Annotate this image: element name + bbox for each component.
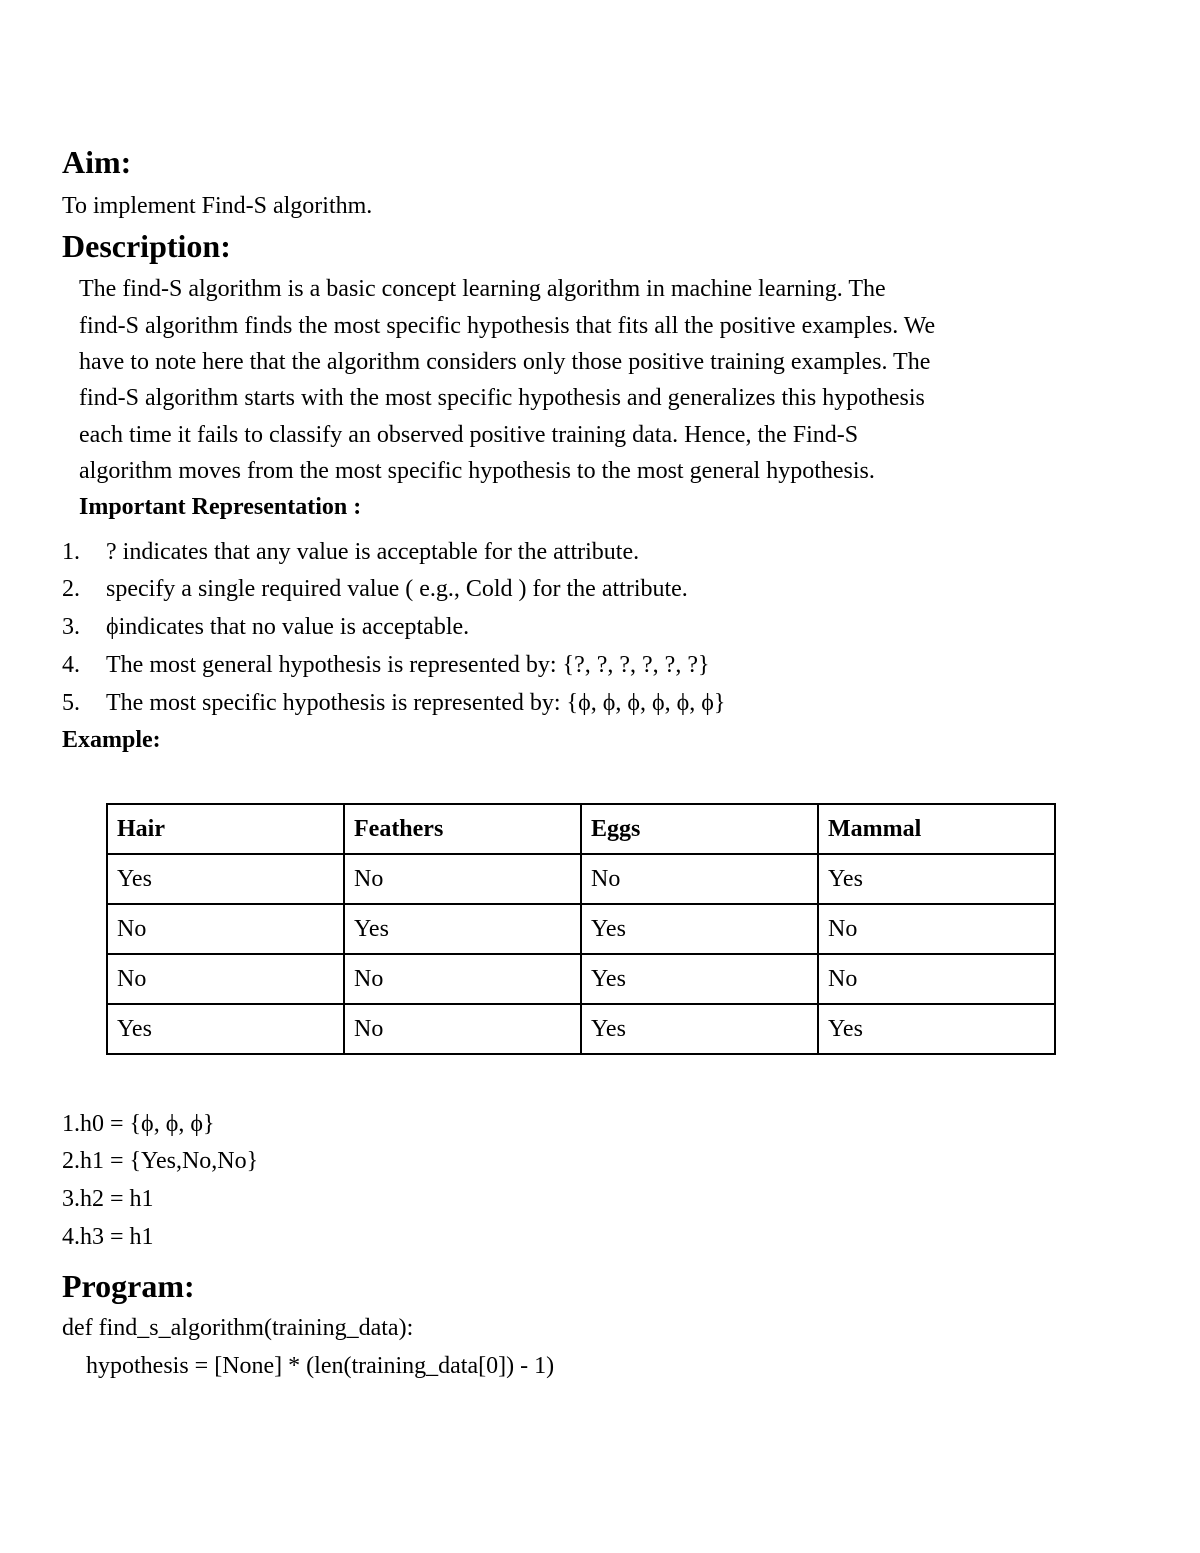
list-item-text: specify a single required value ( e.g., Cold ) for the attribute. bbox=[106, 576, 688, 602]
example-label: Example: bbox=[62, 727, 161, 753]
description-line-3: have to note here that the algorithm considers only those positive training examples. The bbox=[79, 349, 931, 375]
list-item-number: 4. bbox=[62, 652, 80, 678]
table-header-mammal: Mammal bbox=[818, 804, 1055, 854]
description-heading: Description: bbox=[62, 228, 231, 264]
example-table bbox=[106, 803, 1056, 1055]
table-row bbox=[107, 904, 1055, 954]
list-item-number: 1. bbox=[62, 539, 80, 565]
table-row bbox=[107, 1004, 1055, 1054]
table-header-hair: Hair bbox=[107, 804, 344, 854]
table-cell: No bbox=[107, 954, 344, 1004]
hypothesis-step-4: 4.h3 = h1 bbox=[62, 1224, 154, 1250]
description-line-1: The find-S algorithm is a basic concept learning algorithm in machine learning. The bbox=[79, 276, 886, 302]
table-cell: No bbox=[581, 854, 818, 904]
table-cell: Yes bbox=[107, 854, 344, 904]
table-header-eggs: Eggs bbox=[581, 804, 818, 854]
table-cell: No bbox=[344, 1004, 581, 1054]
program-heading: Program: bbox=[62, 1268, 195, 1304]
aim-text: To implement Find-S algorithm. bbox=[62, 193, 373, 219]
description-line-4: find-S algorithm starts with the most specific hypothesis and generalizes this hypothesis bbox=[79, 385, 925, 411]
description-line-5: each time it fails to classify an observed positive training data. Hence, the Find-S bbox=[79, 422, 859, 448]
list-item-text: ϕindicates that no value is acceptable. bbox=[106, 614, 470, 640]
important-representation-heading: Important Representation : bbox=[79, 494, 362, 520]
list-item-number: 5. bbox=[62, 690, 80, 716]
description-line-2: find-S algorithm finds the most specific hypothesis that fits all the positive examples. We bbox=[79, 313, 936, 339]
list-item-text: ? indicates that any value is acceptable for the attribute. bbox=[106, 539, 640, 565]
description-line-6: algorithm moves from the most specific hypothesis to the most general hypothesis. bbox=[79, 458, 875, 484]
aim-heading: Aim: bbox=[62, 144, 132, 180]
table-header-feathers: Feathers bbox=[344, 804, 581, 854]
table-cell: No bbox=[818, 904, 1055, 954]
code-line-1: def find_s_algorithm(training_data): bbox=[62, 1315, 414, 1341]
table-row bbox=[107, 954, 1055, 1004]
table-cell: Yes bbox=[818, 854, 1055, 904]
table-cell: No bbox=[107, 904, 344, 954]
table-cell: No bbox=[818, 954, 1055, 1004]
table-cell: Yes bbox=[107, 1004, 344, 1054]
table-row bbox=[107, 854, 1055, 904]
code-line-2: hypothesis = [None] * (len(training_data[0]) - 1) bbox=[62, 1353, 555, 1379]
list-item-text: The most specific hypothesis is represented by: {ϕ, ϕ, ϕ, ϕ, ϕ, ϕ} bbox=[106, 690, 726, 716]
table-cell: Yes bbox=[581, 954, 818, 1004]
hypothesis-step-1: 1.h0 = {ϕ, ϕ, ϕ} bbox=[62, 1111, 215, 1137]
table-cell: Yes bbox=[581, 904, 818, 954]
table-cell: Yes bbox=[818, 1004, 1055, 1054]
hypothesis-step-3: 3.h2 = h1 bbox=[62, 1186, 154, 1212]
list-item-number: 2. bbox=[62, 576, 80, 602]
table-cell: No bbox=[344, 954, 581, 1004]
list-item-number: 3. bbox=[62, 614, 80, 640]
table-cell: Yes bbox=[344, 904, 581, 954]
table-header-row bbox=[107, 804, 1055, 854]
list-item-text: The most general hypothesis is represented by: {?, ?, ?, ?, ?, ?} bbox=[106, 652, 710, 678]
table-cell: No bbox=[344, 854, 581, 904]
table-cell: Yes bbox=[581, 1004, 818, 1054]
hypothesis-step-2: 2.h1 = {Yes,No,No} bbox=[62, 1148, 259, 1174]
